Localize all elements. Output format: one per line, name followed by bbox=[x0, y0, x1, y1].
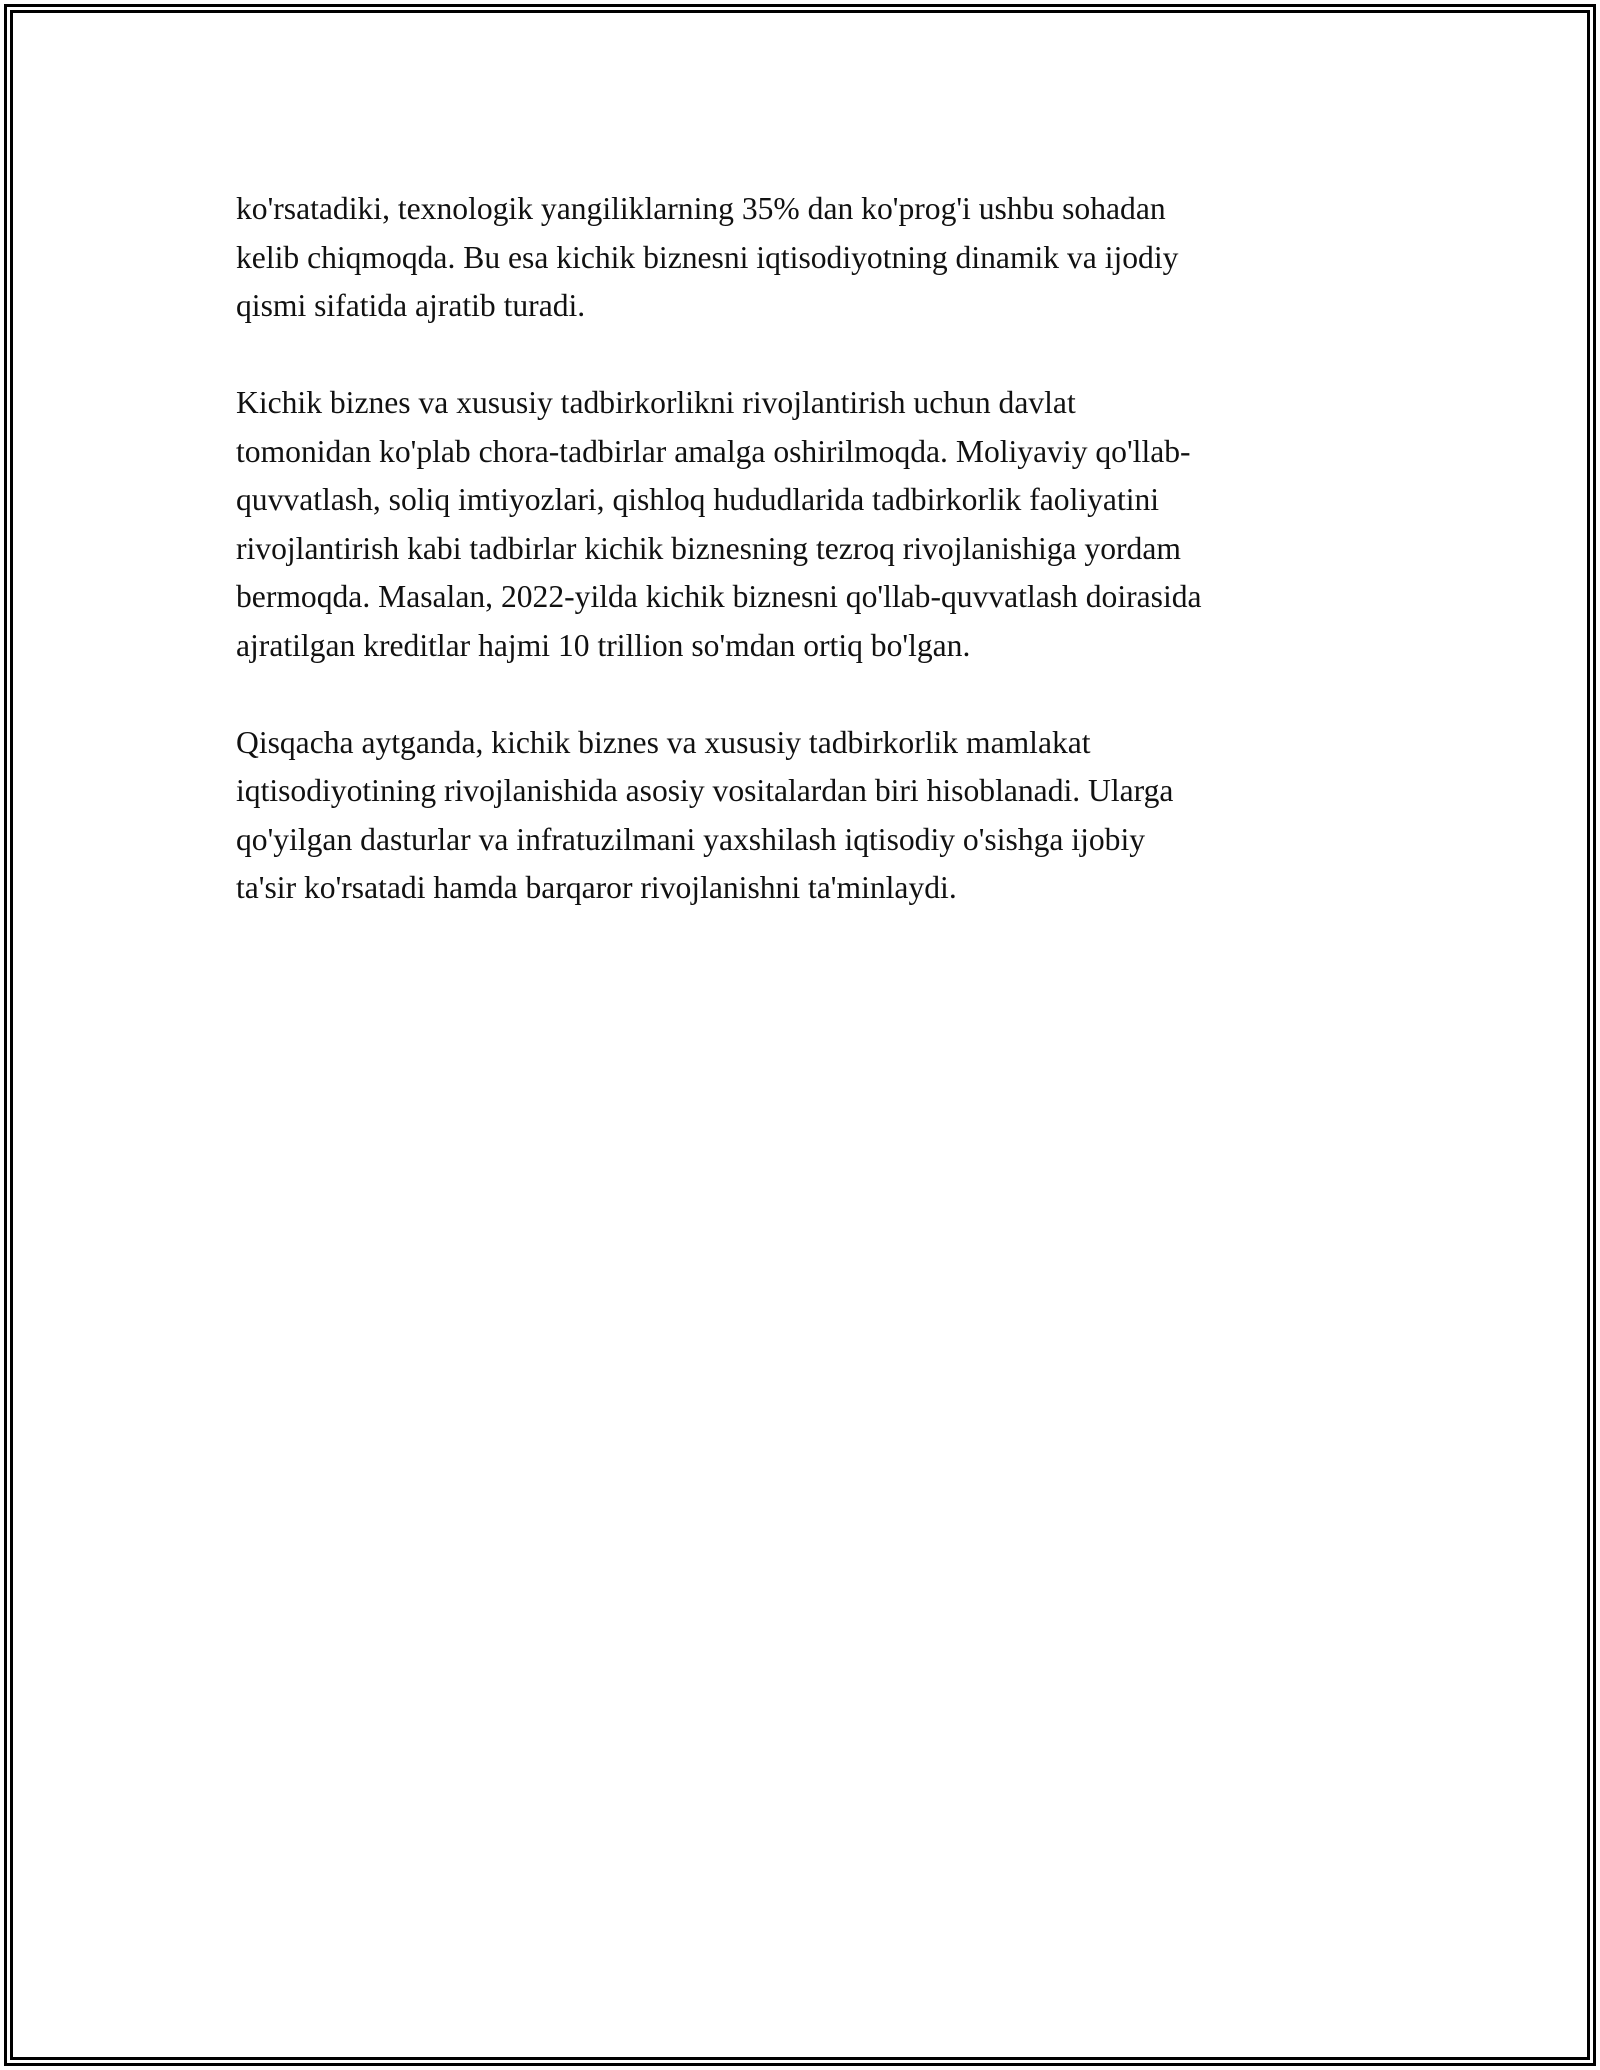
text-line: ajratilgan kreditlar hajmi 10 trillion so'mdan ortiq bo'lgan. bbox=[236, 627, 971, 663]
text-line: Qisqacha aytganda, kichik biznes va xususiy tadbirkorlik mamlakat bbox=[236, 724, 1091, 760]
paragraph-3 bbox=[236, 719, 1366, 913]
text-line: qismi sifatida ajratib turadi. bbox=[236, 288, 586, 323]
text-line: qo'yilgan dasturlar va infratuzilmani yaxshilash iqtisodiy o'sishga ijobiy bbox=[236, 821, 1146, 857]
text-line: iqtisodiyotining rivojlanishida asosiy vositalardan biri hisoblanadi. Ularga bbox=[236, 773, 1174, 808]
text-line: Kichik biznes va xususiy tadbirkorlikni rivojlantirish uchun davlat bbox=[236, 385, 1076, 420]
text-line: kelib chiqmoqda. Bu esa kichik biznesni iqtisodiyotning dinamik va ijodiy bbox=[236, 239, 1179, 275]
text-line: rivojlantirish kabi tadbirlar kichik biznesning tezroq rivojlanishiga yordam bbox=[236, 530, 1181, 566]
text-line: tomonidan ko'plab chora-tadbirlar amalga oshirilmoqda. Moliyaviy qo'llab- bbox=[236, 433, 1191, 469]
document-body bbox=[236, 185, 1366, 961]
text-line: bermoqda. Masalan, 2022-yilda kichik biznesni qo'llab-quvvatlash doirasida bbox=[236, 579, 1202, 614]
text-line: quvvatlash, soliq imtiyozlari, qishloq hududlarida tadbirkorlik faoliyatini bbox=[236, 482, 1160, 517]
paragraph-2 bbox=[236, 379, 1366, 670]
paragraph-1 bbox=[236, 185, 1366, 331]
text-line: ko'rsatadiki, texnologik yangiliklarning 35% dan ko'prog'i ushbu sohadan bbox=[236, 191, 1166, 226]
text-line: ta'sir ko'rsatadi hamda barqaror rivojlanishni ta'minlaydi. bbox=[236, 870, 957, 905]
